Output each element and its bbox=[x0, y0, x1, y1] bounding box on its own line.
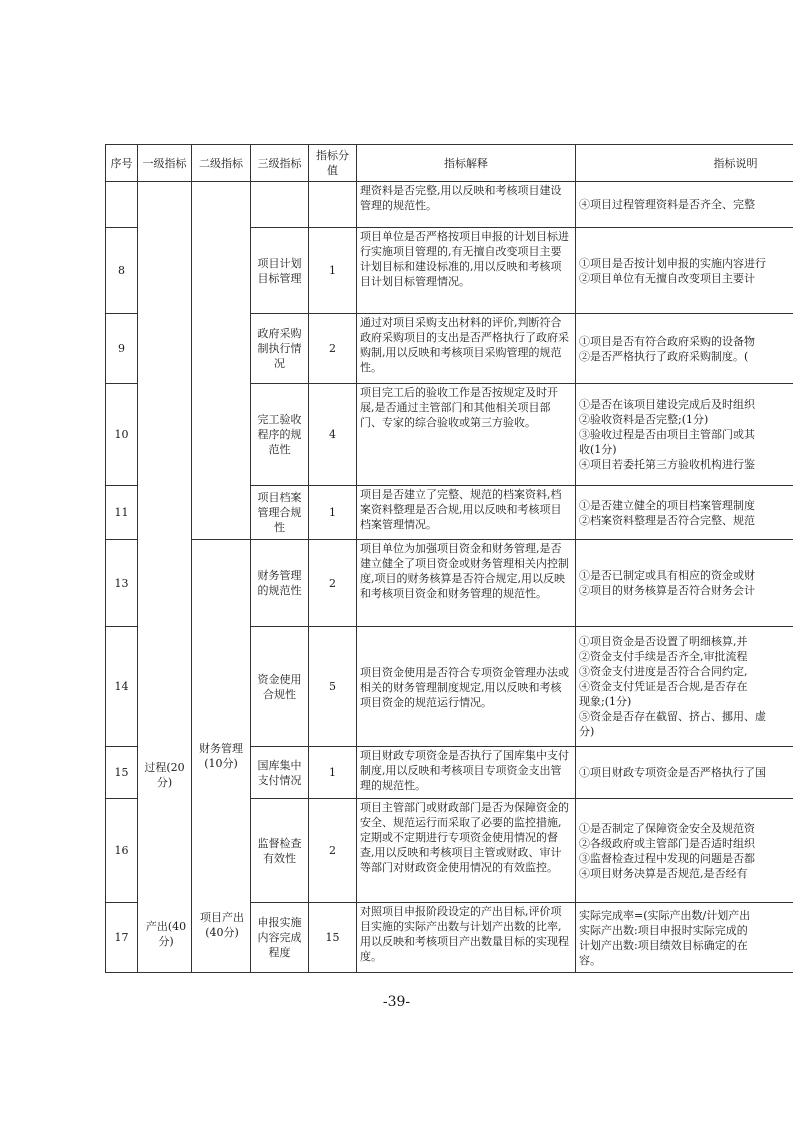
row-explanation: 项目主管部门或财政部门是否为保障资金的安全、规范运行而采取了必要的监控措施,定期或不定期进行专项资金使用情况的督查,用以反映和考核项目主管或财政、审计等部门对财政资金使用情况的有效监控。 bbox=[357, 799, 576, 903]
table-row bbox=[106, 182, 793, 228]
description-line: 容。 bbox=[579, 953, 601, 967]
row-score: 1 bbox=[309, 228, 357, 314]
description-line: ②验收资料是否完整;(1分) bbox=[579, 413, 709, 426]
description-line: ⑤资金是否存在截留、挤占、挪用、虚 bbox=[579, 710, 766, 723]
row-explanation: 项目财政专项资金是否执行了国库集中支付制度,用以反映和考核项目专项资金支出管理的规范性。 bbox=[357, 747, 576, 799]
row-level3: 项目档案管理合规性 bbox=[251, 486, 309, 540]
output-level2-label: 项目产出(40分) bbox=[200, 911, 244, 939]
row-description bbox=[576, 486, 793, 540]
row-level3: 财务管理的规范性 bbox=[251, 540, 309, 627]
row-seq: 15 bbox=[106, 747, 138, 799]
row-score: 2 bbox=[309, 314, 357, 384]
row-seq: 10 bbox=[106, 384, 138, 486]
description-line: ②是否严格执行了政府采购制度。( bbox=[579, 349, 749, 363]
table-header-row bbox=[106, 145, 793, 182]
row-level3: 完工验收程序的规范性 bbox=[251, 384, 309, 486]
description-line: ①项目资金是否设置了明细核算,并 bbox=[579, 635, 748, 648]
row-description bbox=[576, 747, 793, 799]
table-row bbox=[106, 540, 793, 627]
description-line: 实际完成率=(实际产出数/计划产出 bbox=[579, 908, 751, 922]
description-line: ①是否制定了保障资金安全及规范资 bbox=[579, 821, 755, 835]
row-description bbox=[576, 228, 793, 314]
row-description bbox=[576, 314, 793, 384]
header-score: 指标分值 bbox=[309, 145, 357, 182]
description-line: 实际产出数:项目申报时实际完成的 bbox=[579, 923, 748, 937]
row-score: 2 bbox=[309, 540, 357, 627]
header-seq: 序号 bbox=[106, 145, 138, 182]
row-level3: 资金使用合规性 bbox=[251, 627, 309, 747]
row-score: 1 bbox=[309, 486, 357, 540]
row-level3: 项目计划目标管理 bbox=[251, 228, 309, 314]
header-level2: 二级指标 bbox=[192, 145, 251, 182]
row-description bbox=[576, 627, 793, 747]
indicator-table bbox=[105, 144, 793, 973]
description-line: ②档案资料整理是否符合完整、规范 bbox=[579, 513, 755, 527]
description-line: ④项目过程管理资料是否齐全、完整 bbox=[579, 198, 755, 211]
row-description bbox=[576, 182, 793, 228]
description-line: ②各级政府或主管部门是否适时组织 bbox=[579, 836, 755, 850]
row-seq: 11 bbox=[106, 486, 138, 540]
row-score: 15 bbox=[309, 903, 357, 973]
description-line: ①是否已制定或具有相应的资金或财 bbox=[579, 569, 755, 582]
finance-level2-label: 财务管理(10分) bbox=[199, 742, 243, 770]
description-line: ③资金支付进度是否符合合同约定, bbox=[579, 665, 748, 678]
row-description bbox=[576, 540, 793, 627]
page-number: -39- bbox=[382, 994, 411, 1010]
description-line: 现象;(1分) bbox=[579, 695, 632, 708]
description-line: ②资金支付手续是否齐全,审批流程 bbox=[579, 650, 748, 663]
row-level3: 政府采购制执行情况 bbox=[251, 314, 309, 384]
process-level1-label: 过程(20分) bbox=[144, 761, 185, 789]
row-score: 4 bbox=[309, 384, 357, 486]
finance-level2-cell bbox=[192, 540, 251, 973]
description-line: ②项目单位有无擅自改变项目主要计 bbox=[579, 271, 755, 285]
description-line: ③监督检查过程中发现的问题是否都 bbox=[579, 851, 755, 865]
row-explanation: 项目资金使用是否符合专项资金管理办法或相关的财务管理制度规定,用以反映和考核项目资金的规范运行情况。 bbox=[357, 627, 576, 747]
row-explanation: 理资料是否完整,用以反映和考核项目建设管理的规范性。 bbox=[357, 182, 576, 228]
header-level3: 三级指标 bbox=[251, 145, 309, 182]
row-score: 2 bbox=[309, 799, 357, 903]
row-level3: 监督检查有效性 bbox=[251, 799, 309, 903]
row-description bbox=[576, 799, 793, 903]
row-description bbox=[576, 903, 793, 973]
row-score: 1 bbox=[309, 747, 357, 799]
row-explanation: 对照项目申报阶段设定的产出目标,评价项目实施的实际产出数与计划产出数的比率,用以反映和考核项目产出数量目标的实现程度。 bbox=[357, 903, 576, 973]
row-explanation: 项目单位为加强项目资金和财务管理,是否建立健全了项目资金或财务管理相关内控制度,项目的财务核算是否符合规定,用以反映和考核项目资金和财务管理的规范性。 bbox=[357, 540, 576, 627]
row-seq bbox=[106, 182, 138, 228]
row-level3: 申报实施内容完成程度 bbox=[251, 903, 309, 973]
level2-empty-cell bbox=[192, 182, 251, 540]
row-seq: 8 bbox=[106, 228, 138, 314]
header-explanation: 指标解释 bbox=[357, 145, 576, 182]
row-seq: 17 bbox=[106, 903, 138, 973]
description-line: ③验收过程是否由项目主管部门或其 bbox=[579, 428, 755, 441]
row-seq: 9 bbox=[106, 314, 138, 384]
description-line: ①项目财政专项资金是否严格执行了国 bbox=[579, 766, 766, 779]
row-explanation: 通过对项目采购支出材料的评价,判断符合政府采购项目的支出是否严格执行了政府采购制,用以反映和考核项目采购管理的规范性。 bbox=[357, 314, 576, 384]
description-line: ④项目若委托第三方验收机构进行鉴 bbox=[579, 458, 755, 471]
description-line: ①是否建立健全的项目档案管理制度 bbox=[579, 498, 755, 512]
row-explanation: 项目是否建立了完整、规范的档案资料,档案资料整理是否合规,用以反映和考核项目档案管理情况。 bbox=[357, 486, 576, 540]
output-level1-label: 产出(40分) bbox=[145, 920, 187, 948]
row-seq: 13 bbox=[106, 540, 138, 627]
header-description: 指标说明 bbox=[576, 145, 793, 182]
description-line: ②项目的财务核算是否符合财务会计 bbox=[579, 584, 755, 597]
row-level3 bbox=[251, 182, 309, 228]
row-seq: 16 bbox=[106, 799, 138, 903]
row-explanation: 项目完工后的验收工作是否按规定及时开展,是否通过主管部门和其他相关项目部门、专家的综合验收或第三方验收。 bbox=[357, 384, 576, 486]
description-line: 收(1分) bbox=[579, 443, 617, 456]
process-level1-cell bbox=[138, 182, 192, 973]
description-line: ①项目是否有符合政府采购的设备物 bbox=[579, 334, 755, 348]
description-line: 计划产出数:项目绩效目标确定的在 bbox=[579, 938, 748, 952]
row-score: 5 bbox=[309, 627, 357, 747]
row-seq: 14 bbox=[106, 627, 138, 747]
description-line: ④资金支付凭证是否合规,是否存在 bbox=[579, 680, 748, 693]
header-level1: 一级指标 bbox=[138, 145, 192, 182]
row-level3: 国库集中支付情况 bbox=[251, 747, 309, 799]
row-score bbox=[309, 182, 357, 228]
description-line: ①是否在该项目建设完成后及时组织 bbox=[579, 398, 755, 411]
indicator-table-container bbox=[105, 144, 793, 973]
description-line: 分) bbox=[579, 725, 595, 738]
row-description bbox=[576, 384, 793, 486]
row-explanation: 项目单位是否严格按项目申报的计划目标进行实施项目管理的,有无擅自改变项目主要计划目标和建设标准的,用以反映和考核项目计划目标管理情况。 bbox=[357, 228, 576, 314]
description-line: ①项目是否按计划申报的实施内容进行 bbox=[579, 256, 766, 270]
description-line: ④项目财务决算是否规范,是否经有 bbox=[579, 866, 748, 880]
